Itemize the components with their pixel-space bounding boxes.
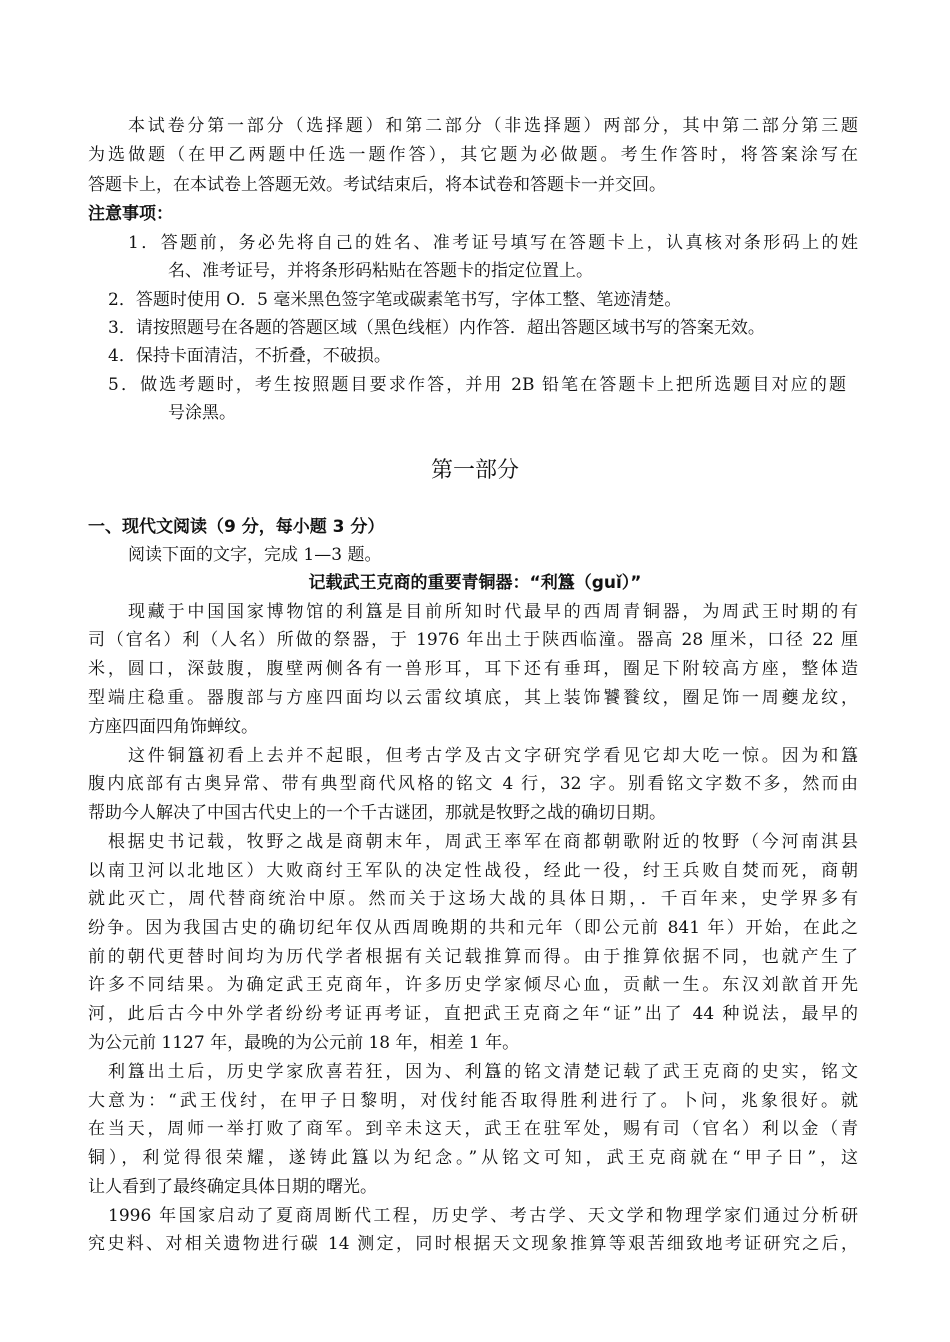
intro-line: 本试卷分第一部分（选择题）和第二部分（非选择题）两部分，其中第二部分第三题 [128,116,858,136]
article-line: 就此灭亡，周代替商统治中原。然而关于这场大战的具体日期，．千百年来，史学界多有 [88,889,858,909]
article-line: 米，圆口，深鼓腹，腹壁两侧各有一兽形耳，耳下还有垂珥，圈足下附较高方座，整体造 [88,659,858,679]
section-title: 一、现代文阅读（9 分，每小题 3 分） [88,517,385,537]
article-line: 在当天，周师一举打败了商军。到辛未这天，武王在驻军处，赐有司（官名）利以金（青 [88,1119,858,1139]
notice-item-1: 1．答题前，务必先将自己的姓名、准考证号填写在答题卡上，认真核对条形码上的姓 [128,233,858,253]
article-line: 以南卫河以北地区）大败商纣王军队的决定性战役，经此一役，纣王兵败自焚而死，商朝 [88,861,858,881]
article-line: 方座四面四角饰蝉纹。 [88,717,258,737]
article-line: 现藏于中国国家博物馆的利簋是目前所知时代最早的西周青铜器，为周武王时期的有 [128,602,858,622]
article-line: 利簋出土后，历史学家欣喜若狂，因为、利簋的铭文清楚记载了武王克商的史实，铭文 [108,1062,858,1082]
article-line: 根据史书记载，牧野之战是商朝末年，周武王率军在商都朝歌附近的牧野（今河南淇县 [108,832,858,852]
notice-item-2: 2．答题时使用 O．5 毫米黑色签字笔或碳素笔书写，字体工整、笔迹清楚。 [108,290,682,310]
notice-item-3: 3．请按照题号在各题的答题区域（黑色线框）内作答．超出答题区域书写的答案无效。 [108,318,765,338]
article-line: 帮助今人解决了中国古代史上的一个千古谜团，那就是牧野之战的确切日期。 [88,803,666,823]
intro-line: 为选做题（在甲乙两题中任选一题作答），其它题为必做题。考生作答时，将答案涂写在 [88,145,858,165]
notice-item-5-cont: 号涂黑。 [168,403,236,423]
article-line: 许多不同结果。为确定武王克商年，许多历史学家倾尽心血，贡献一生。东汉刘歆首开先 [88,975,858,995]
article-title: 记载武王克商的重要青铜器：“利簋（guǐ）” [308,573,642,593]
article-line: 型端庄稳重。器腹部与方座四面均以云雷纹填底，其上装饰饕餮纹，圈足饰一周夔龙纹， [88,688,858,708]
notice-item-5: 5．做选考题时，考生按照题目要求作答，并用 2B 铅笔在答题卡上把所选题目对应的题 [108,375,846,395]
article-line: 1996 年国家启动了夏商周断代工程，历史学、考古学、天文学和物理学家们通过分析研 [108,1206,858,1226]
intro-line: 答题卡上，在本试卷上答题无效。考试结束后，将本试卷和答题卡一并交回。 [88,175,666,195]
article-line: 腹内底部有古奥异常、带有典型商代风格的铭文 4 行，32 字。别看铭文字数不多，然而由 [88,774,858,794]
article-line: 纷争。因为我国古史的确切纪年仅从西周晚期的共和元年（即公元前 841 年）开始，在此之 [88,918,858,938]
article-line: 大意为：“武王伐纣，在甲子日黎明，对伐纣能否取得胜利进行了。卜问，兆象很好。就 [88,1091,858,1111]
part-title: 第一部分 [430,458,519,483]
article-line: 司（官名）利（人名）所做的祭器，于 1976 年出土于陕西临潼。器高 28 厘米，口径 22 厘 [88,630,858,650]
section-instruction: 阅读下面的文字，完成 1—3 题。 [128,545,382,565]
article-line: 河，此后古今中外学者纷纷考证再考证，直把武王克商之年“证”出了 44 种说法，最早的 [88,1004,858,1024]
article-line: 让人看到了最终确定具体日期的曙光。 [88,1177,377,1197]
notice-title: 注意事项： [88,204,173,224]
article-line: 究史料、对相关遗物进行碳 14 测定，同时根据天文现象推算等艰苦细致地考证研究之后， [88,1234,858,1254]
article-line: 为公元前 1127 年，最晚的为公元前 18 年，相差 1 年。 [88,1033,520,1053]
article-line: 前的朝代更替时间均为历代学者根据有关记载推算而得。由于推算依据不同，也就产生了 [88,947,858,967]
article-line: 铜），利觉得很荣耀，遂铸此簋以为纪念。”从铭文可知，武王克商就在“甲子日”，这 [88,1148,858,1168]
article-line: 这件铜簋初看上去并不起眼，但考古学及古文字研究学看见它却大吃一惊。因为和簋 [128,746,858,766]
notice-item-4: 4．保持卡面清洁，不折叠，不破损。 [108,346,391,366]
notice-item-1-cont: 名、准考证号，并将条形码粘贴在答题卡的指定位置上。 [168,261,593,281]
